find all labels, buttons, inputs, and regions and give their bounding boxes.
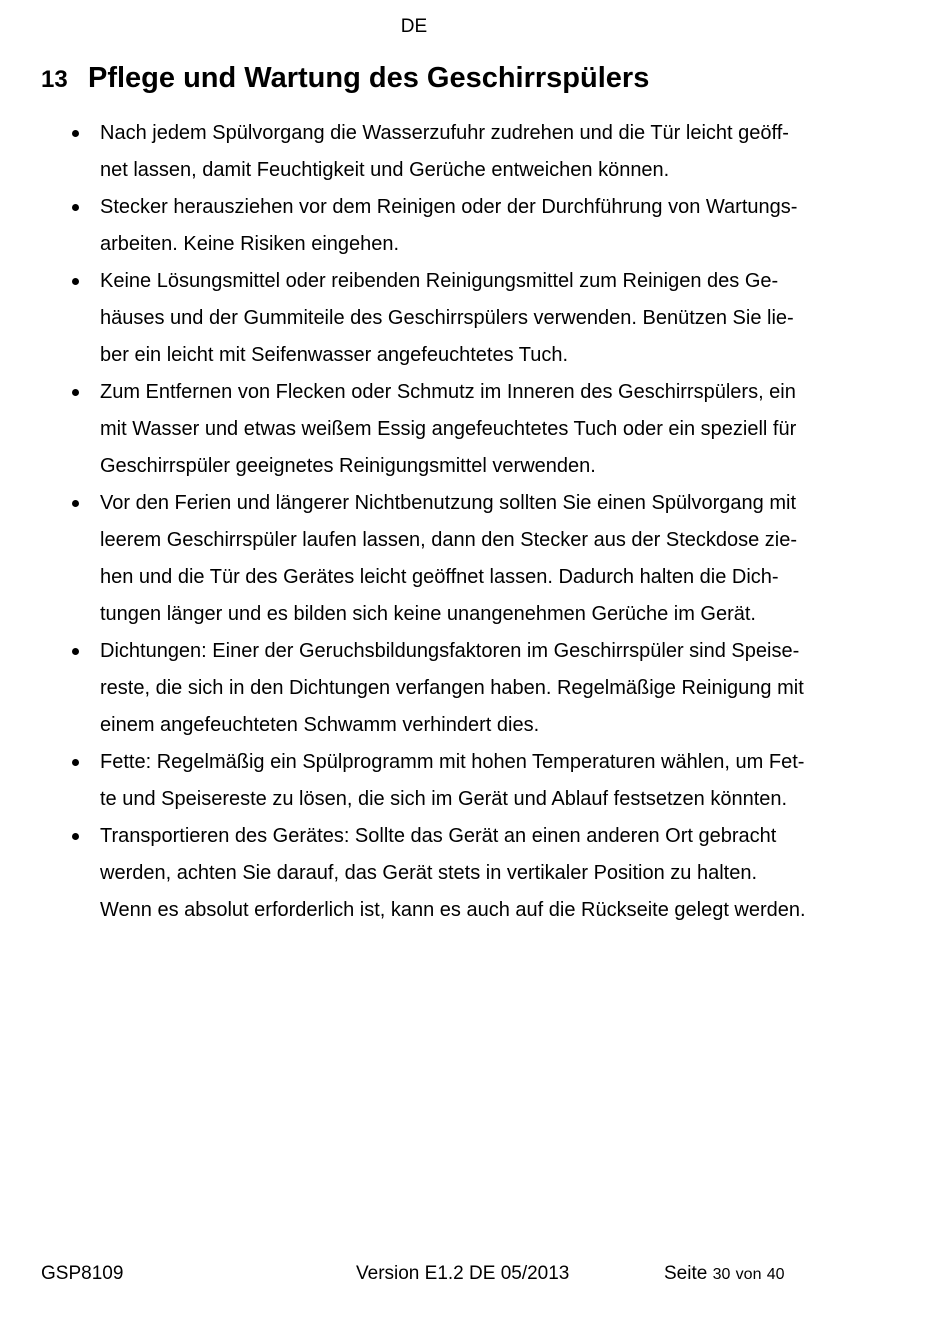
list-item-line: Transportieren des Gerätes: Sollte das Gerät an einen anderen Ort gebracht <box>100 825 777 847</box>
list-item-line: hen und die Tür des Gerätes leicht geöffnet lassen. Dadurch halten die Dich- <box>100 566 779 588</box>
footer-model: GSP8109 <box>41 1263 124 1284</box>
section-heading <box>41 62 649 95</box>
list-item <box>100 115 860 189</box>
list-item <box>100 633 860 744</box>
list-item <box>100 485 860 633</box>
list-item <box>100 744 860 818</box>
section-number: 13 <box>41 66 68 93</box>
list-item-line: reste, die sich in den Dichtungen verfangen haben. Regelmäßige Reinigung mit <box>100 677 804 699</box>
footer-version: Version E1.2 DE 05/2013 <box>356 1263 570 1284</box>
page-of: von <box>735 1266 762 1283</box>
list-item-line: Wenn es absolut erforderlich ist, kann es auch auf die Rückseite gelegt werden. <box>100 899 806 921</box>
list-item-line: Vor den Ferien und längerer Nichtbenutzung sollten Sie einen Spülvorgang mit <box>100 492 796 514</box>
list-item-line: net lassen, damit Feuchtigkeit und Gerüche entweichen können. <box>100 159 670 181</box>
language-marker: DE <box>400 16 428 37</box>
list-item-line: Keine Lösungsmittel oder reibenden Reinigungsmittel zum Reinigen des Ge- <box>100 270 779 292</box>
page-total: 40 <box>766 1266 785 1283</box>
list-item-line: einem angefeuchteten Schwamm verhindert dies. <box>100 714 540 736</box>
list-item-line: Fette: Regelmäßig ein Spülprogramm mit hohen Temperaturen wählen, um Fet- <box>100 751 805 773</box>
list-item-line: Nach jedem Spülvorgang die Wasserzufuhr zudrehen und die Tür leicht geöff- <box>100 122 789 144</box>
list-item <box>100 818 860 929</box>
page-number: 30 <box>712 1266 731 1283</box>
list-item-line: ber ein leicht mit Seifenwasser angefeuchtetes Tuch. <box>100 344 569 366</box>
list-item <box>100 374 860 485</box>
list-item-line: werden, achten Sie darauf, das Gerät stets in vertikaler Position zu halten. <box>100 862 758 884</box>
page-label: Seite <box>664 1263 708 1284</box>
section-title: Pflege und Wartung des Geschirrspülers <box>88 62 650 94</box>
list-item-line: te und Speisereste zu lösen, die sich im Gerät und Ablauf festsetzen könnten. <box>100 788 788 810</box>
maintenance-list <box>100 115 860 929</box>
list-item-line: tungen länger und es bilden sich keine unangenehmen Gerüche im Gerät. <box>100 603 756 625</box>
list-item-line: häuses und der Gummiteile des Geschirrspülers verwenden. Benützen Sie lie- <box>100 307 794 329</box>
list-item-line: Dichtungen: Einer der Geruchsbildungsfaktoren im Geschirrspüler sind Speise- <box>100 640 800 662</box>
list-item <box>100 263 860 374</box>
list-item-line: Zum Entfernen von Flecken oder Schmutz im Inneren des Geschirrspülers, ein <box>100 381 796 403</box>
list-item-line: arbeiten. Keine Risiken eingehen. <box>100 233 400 255</box>
list-item <box>100 189 860 263</box>
list-item-line: mit Wasser und etwas weißem Essig angefeuchtetes Tuch oder ein speziell für <box>100 418 797 440</box>
footer-page-info <box>664 1263 785 1285</box>
list-item-line: Stecker herausziehen vor dem Reinigen oder der Durchführung von Wartungs- <box>100 196 798 218</box>
list-item-line: leerem Geschirrspüler laufen lassen, dann den Stecker aus der Steckdose zie- <box>100 529 798 551</box>
list-item-line: Geschirrspüler geeignetes Reinigungsmittel verwenden. <box>100 455 596 477</box>
